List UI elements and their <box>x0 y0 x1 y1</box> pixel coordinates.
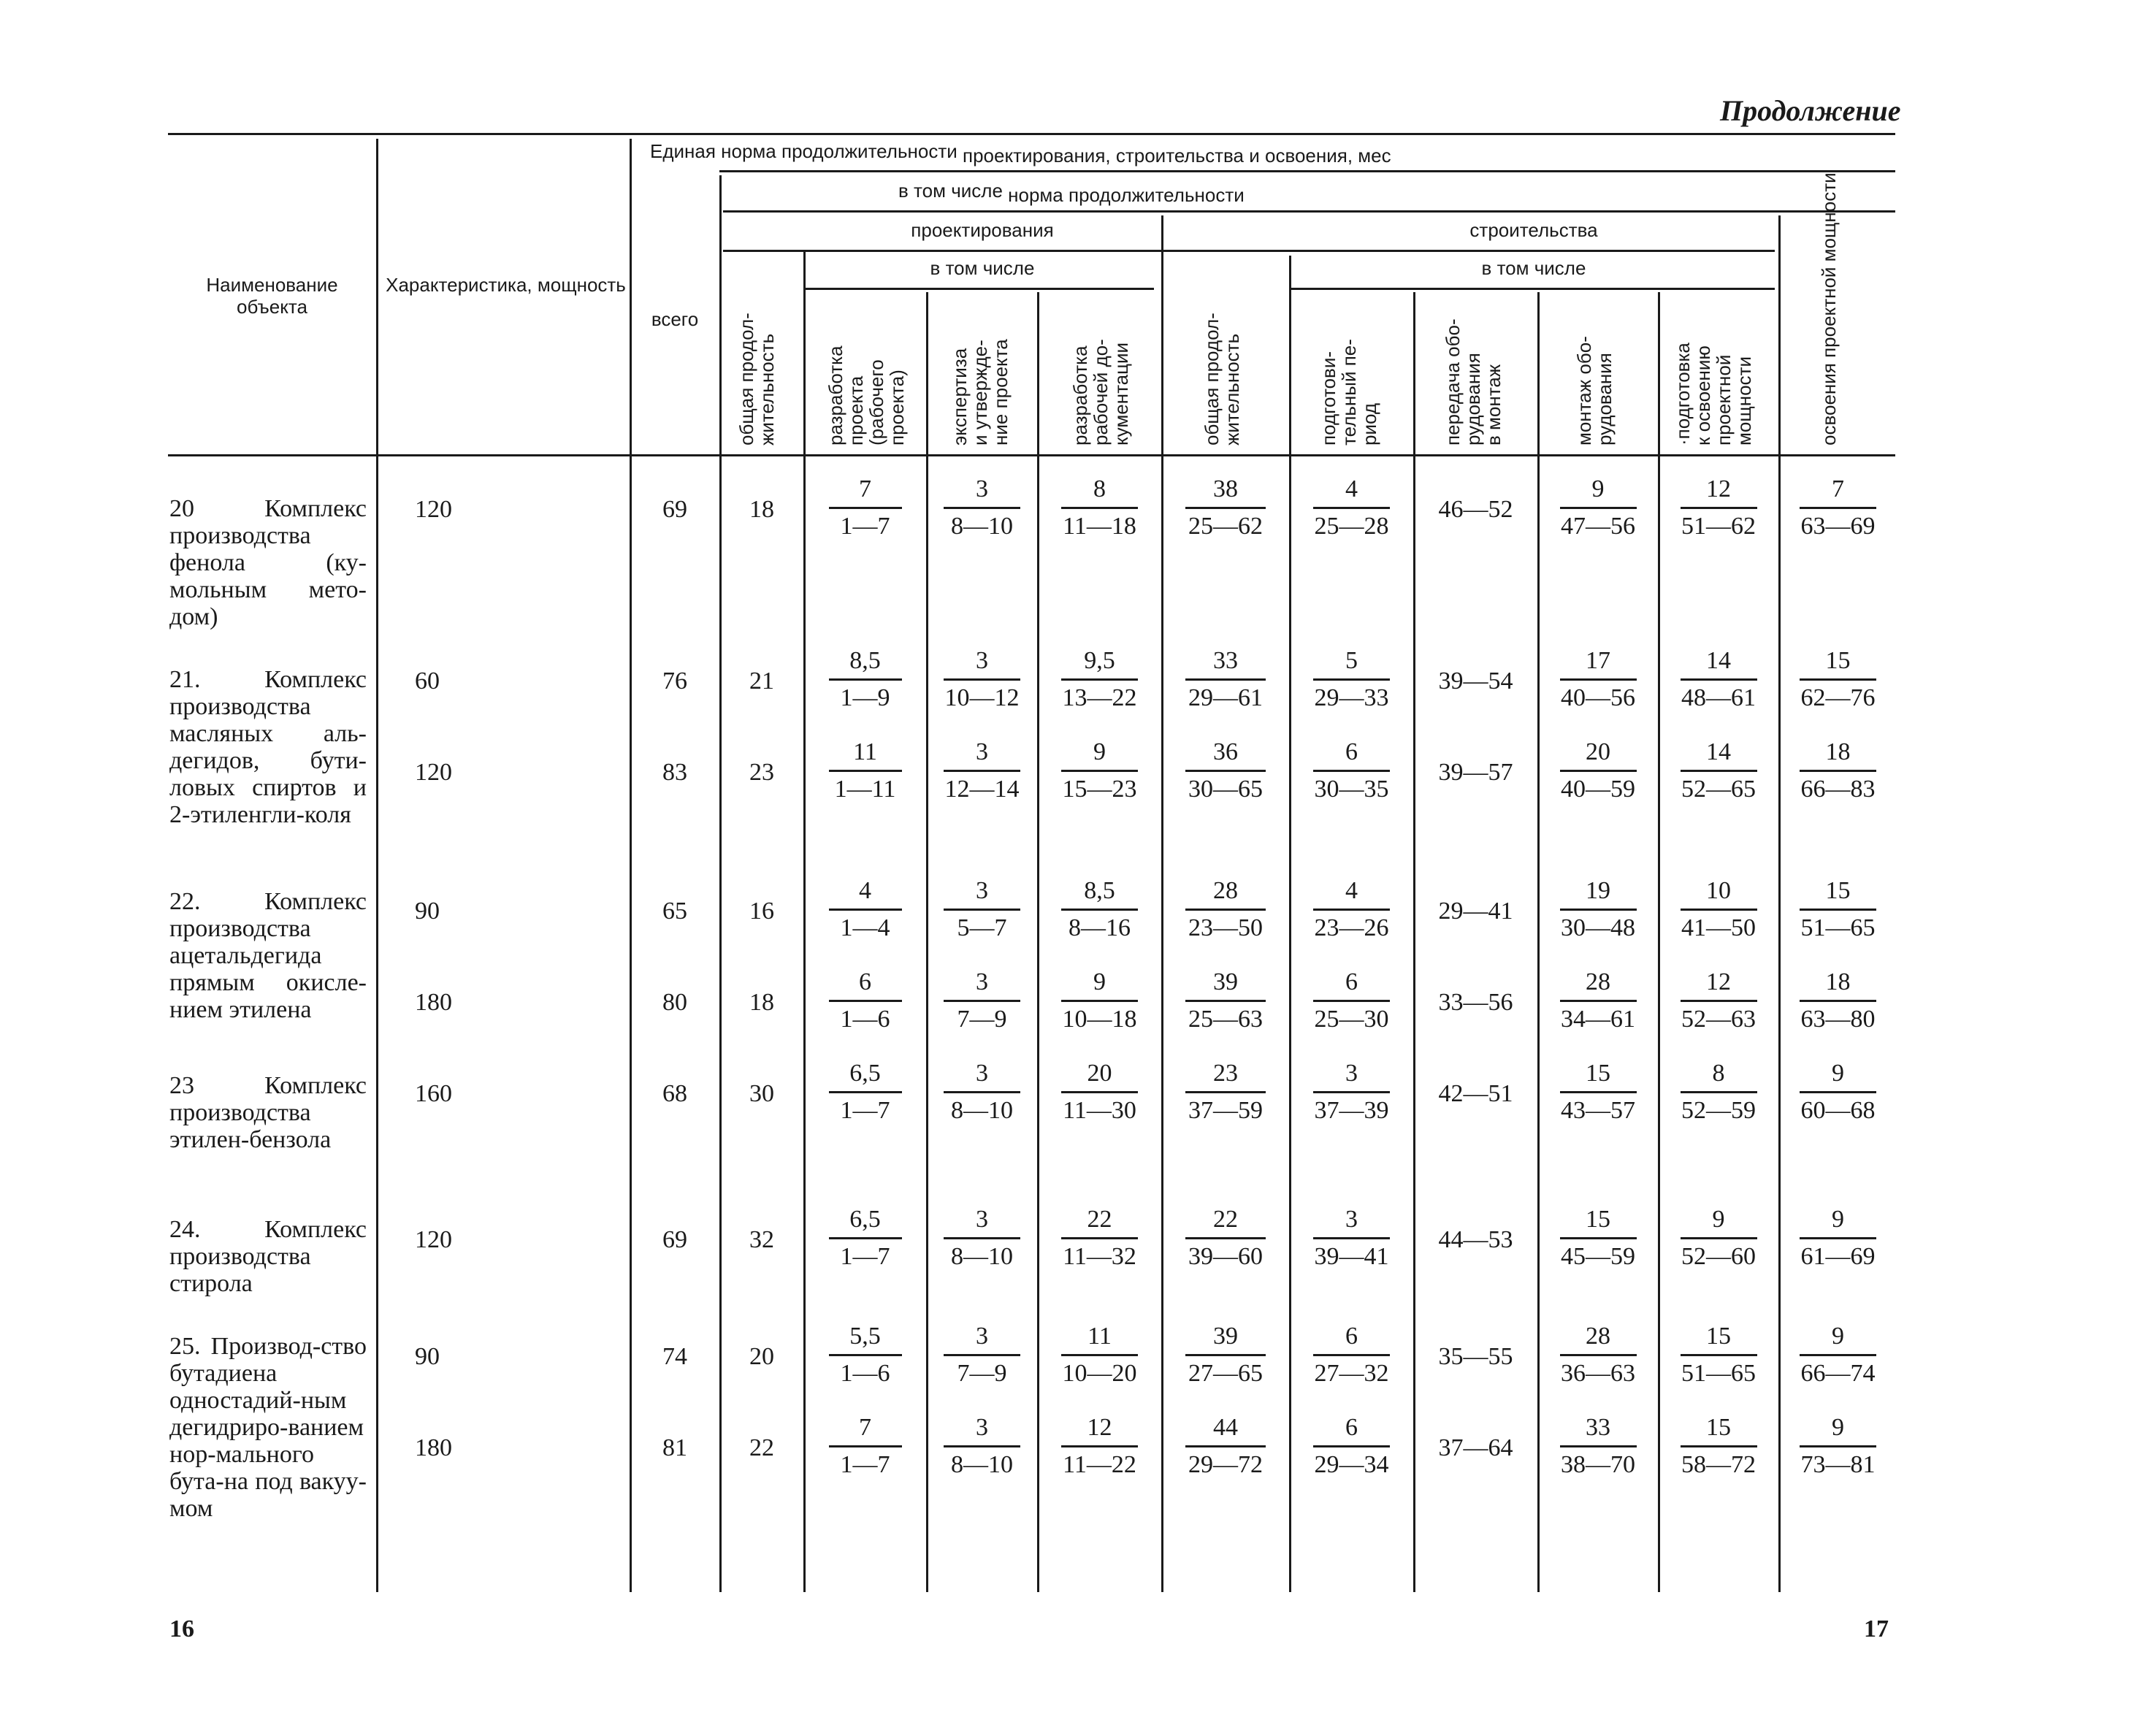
fraction-period: 52—60 <box>1681 1243 1756 1270</box>
fraction-period: 25—62 <box>1188 513 1263 540</box>
fraction-duration: 44 <box>1185 1413 1266 1447</box>
fraction-duration: 3 <box>1313 1059 1390 1093</box>
cell-total: 69 <box>662 496 687 523</box>
header-mastering: освоения проектной мощности <box>1818 172 1840 445</box>
cell-c-install <box>1540 738 1656 804</box>
fraction-period: 5—7 <box>957 914 1007 941</box>
fraction-duration: 3 <box>944 738 1020 772</box>
fraction-period: 66—74 <box>1800 1360 1876 1387</box>
cell-d-work <box>1039 1413 1160 1480</box>
cell-d-total: 21 <box>749 668 774 695</box>
cell-c-install <box>1540 968 1656 1034</box>
fraction-period: 60—68 <box>1800 1097 1876 1124</box>
fraction-duration: 15 <box>1800 646 1876 681</box>
fraction-period: 63—80 <box>1800 1006 1876 1033</box>
fraction-duration: 7 <box>829 475 902 509</box>
cell-c-prep <box>1291 1413 1412 1480</box>
fraction-duration: 7 <box>829 1413 902 1447</box>
cell-c-ready <box>1660 646 1777 713</box>
cell-c-install <box>1540 1322 1656 1388</box>
fraction-duration: 3 <box>944 1322 1020 1356</box>
cell-c-install <box>1540 1059 1656 1125</box>
fraction-period: 12—14 <box>944 776 1020 803</box>
fraction-period: 40—56 <box>1561 684 1635 711</box>
cell-c-total <box>1163 475 1288 541</box>
fraction-period: 1—7 <box>840 513 890 540</box>
cell-c-ready <box>1660 1059 1777 1125</box>
fraction-duration: 20 <box>1560 738 1637 772</box>
fraction-duration: 12 <box>1681 968 1757 1002</box>
cell-d-dev <box>806 1059 925 1125</box>
header-design-working-docs: разработка рабочей до- кументации <box>1069 339 1132 445</box>
fraction-duration: 11 <box>829 738 902 772</box>
cell-mast <box>1781 1205 1895 1271</box>
cell-c-prep <box>1291 1205 1412 1271</box>
header-construction-installation: монтаж обо- рудования <box>1573 336 1616 445</box>
cell-total: 69 <box>662 1226 687 1253</box>
header-construction: строительства <box>1469 219 1598 241</box>
cell-c-total <box>1163 646 1288 713</box>
cell-total: 83 <box>662 759 687 786</box>
cell-c-install <box>1540 876 1656 943</box>
fraction-duration: 12 <box>1061 1413 1138 1447</box>
fraction-duration: 9,5 <box>1061 646 1138 681</box>
fraction-duration: 6 <box>1313 738 1390 772</box>
fraction-period: 1—7 <box>840 1097 890 1124</box>
cell-total: 68 <box>662 1080 687 1107</box>
fraction-period: 29—72 <box>1188 1451 1263 1478</box>
cell-d-exp <box>928 1059 1036 1125</box>
fraction-duration: 12 <box>1681 475 1757 509</box>
fraction-duration: 3 <box>944 475 1020 509</box>
cell-mast <box>1781 1322 1895 1388</box>
cell-d-total: 32 <box>749 1226 774 1253</box>
object-name-23: 23 Комплекс производства этилен-бензола <box>169 1072 367 1153</box>
fraction-duration: 9 <box>1061 738 1138 772</box>
fraction-period: 66—83 <box>1800 776 1876 803</box>
fraction-duration: 8 <box>1061 475 1138 509</box>
fraction-period: 30—48 <box>1561 914 1635 941</box>
fraction-period: 25—63 <box>1188 1006 1263 1033</box>
cell-d-dev <box>806 475 925 541</box>
cell-d-total: 30 <box>749 1080 774 1107</box>
cell-d-total: 18 <box>749 989 774 1016</box>
fraction-duration: 18 <box>1800 968 1876 1002</box>
page-number-right: 17 <box>1864 1615 1889 1642</box>
fraction-duration: 3 <box>944 968 1020 1002</box>
cell-d-dev <box>806 1413 925 1480</box>
fraction-period: 37—39 <box>1314 1097 1389 1124</box>
cell-mast <box>1781 968 1895 1034</box>
cell-c-prep <box>1291 968 1412 1034</box>
fraction-duration: 6 <box>1313 1322 1390 1356</box>
fraction-duration: 28 <box>1185 876 1266 911</box>
fraction-duration: 15 <box>1681 1413 1757 1447</box>
fraction-period: 61—69 <box>1800 1243 1876 1270</box>
header-construction-total: общая продол- жительность <box>1201 313 1243 445</box>
header-including-norm: в том числе норма продолжительности <box>898 180 1245 206</box>
cell-d-work <box>1039 738 1160 804</box>
fraction-duration: 3 <box>1313 1205 1390 1239</box>
fraction-duration: 6,5 <box>829 1205 902 1239</box>
fraction-duration: 3 <box>944 876 1020 911</box>
fraction-duration: 8,5 <box>829 646 902 681</box>
cell-c-transfer: 44—53 <box>1438 1226 1513 1253</box>
fraction-period: 43—57 <box>1561 1097 1635 1124</box>
fraction-duration: 8 <box>1681 1059 1757 1093</box>
cell-c-ready <box>1660 1413 1777 1480</box>
fraction-duration: 3 <box>944 1413 1020 1447</box>
fraction-period: 37—59 <box>1188 1097 1263 1124</box>
cell-d-exp <box>928 1413 1036 1480</box>
fraction-duration: 9 <box>1800 1059 1876 1093</box>
fraction-duration: 36 <box>1185 738 1266 772</box>
object-name-22: 22. Комплекс производства ацетальдегида прямым окисле-нием этилена <box>169 888 367 1023</box>
fraction-duration: 6 <box>1313 968 1390 1002</box>
fraction-duration: 14 <box>1681 738 1757 772</box>
cell-c-transfer: 46—52 <box>1438 496 1513 523</box>
fraction-period: 8—10 <box>951 1451 1013 1478</box>
cell-d-dev <box>806 646 925 713</box>
cell-c-prep <box>1291 1059 1412 1125</box>
cell-d-dev <box>806 876 925 943</box>
cell-d-work <box>1039 475 1160 541</box>
cell-total: 65 <box>662 898 687 925</box>
fraction-duration: 28 <box>1560 968 1637 1002</box>
fraction-duration: 9 <box>1800 1413 1876 1447</box>
fraction-period: 51—62 <box>1681 513 1756 540</box>
cell-d-dev <box>806 738 925 804</box>
cell-c-prep <box>1291 646 1412 713</box>
fraction-duration: 11 <box>1061 1322 1138 1356</box>
cell-d-exp <box>928 1322 1036 1388</box>
cell-d-exp <box>928 646 1036 713</box>
cell-c-transfer: 42—51 <box>1438 1080 1513 1107</box>
fraction-duration: 9 <box>1800 1322 1876 1356</box>
fraction-duration: 8,5 <box>1061 876 1138 911</box>
cell-c-ready <box>1660 968 1777 1034</box>
header-total: всего <box>651 308 699 330</box>
fraction-period: 38—70 <box>1561 1451 1635 1478</box>
cell-c-install <box>1540 1205 1656 1271</box>
cell-d-dev <box>806 1205 925 1271</box>
cell-c-install <box>1540 1413 1656 1480</box>
cell-d-total: 22 <box>749 1434 774 1461</box>
fraction-duration: 28 <box>1560 1322 1637 1356</box>
header-unified-norm: Единая норма продолжительности проектирования, строительства и освоения, мес <box>650 140 1391 167</box>
fraction-period: 29—34 <box>1314 1451 1389 1478</box>
fraction-period: 10—20 <box>1062 1360 1137 1387</box>
cell-c-total <box>1163 738 1288 804</box>
cell-d-dev <box>806 968 925 1034</box>
cell-d-work <box>1039 1205 1160 1271</box>
fraction-period: 45—59 <box>1561 1243 1635 1270</box>
cell-d-exp <box>928 876 1036 943</box>
object-name-21: 21. Комплекс производства масляных аль-дегидов, бути-ловых спиртов и 2-этиленгли-коля <box>169 666 367 828</box>
fraction-period: 73—81 <box>1800 1451 1876 1478</box>
cell-mast <box>1781 1059 1895 1125</box>
cell-d-total: 20 <box>749 1343 774 1370</box>
cell-cap: 160 <box>415 1080 452 1107</box>
cell-mast <box>1781 876 1895 943</box>
fraction-period: 1—6 <box>840 1006 890 1033</box>
object-name-25: 25. Производ-ство бутадиена одностадий-ным дегидриро-ванием нор-мального бута-на под вакуу-мом <box>169 1333 367 1522</box>
header-name: Наименование объекта <box>206 274 338 318</box>
fraction-duration: 9 <box>1061 968 1138 1002</box>
page-header: Продолжение <box>1720 94 1901 127</box>
fraction-period: 63—69 <box>1800 513 1876 540</box>
cell-d-dev <box>806 1322 925 1388</box>
fraction-duration: 7 <box>1800 475 1876 509</box>
cell-total: 81 <box>662 1434 687 1461</box>
fraction-period: 23—50 <box>1188 914 1263 941</box>
cell-c-total <box>1163 876 1288 943</box>
cell-d-total: 16 <box>749 898 774 925</box>
fraction-period: 30—35 <box>1314 776 1389 803</box>
fraction-duration: 5,5 <box>829 1322 902 1356</box>
fraction-duration: 14 <box>1681 646 1757 681</box>
header-design-total: общая продол- жительность <box>735 313 778 445</box>
cell-d-work <box>1039 646 1160 713</box>
fraction-period: 29—33 <box>1314 684 1389 711</box>
fraction-duration: 18 <box>1800 738 1876 772</box>
cell-total: 76 <box>662 668 687 695</box>
fraction-duration: 19 <box>1560 876 1637 911</box>
cell-cap: 180 <box>415 989 452 1016</box>
fraction-period: 10—18 <box>1062 1006 1137 1033</box>
cell-c-total <box>1163 968 1288 1034</box>
cell-c-total <box>1163 1059 1288 1125</box>
fraction-period: 7—9 <box>957 1006 1007 1033</box>
cell-c-prep <box>1291 1322 1412 1388</box>
cell-total: 74 <box>662 1343 687 1370</box>
fraction-duration: 15 <box>1560 1205 1637 1239</box>
cell-c-total <box>1163 1413 1288 1480</box>
fraction-duration: 39 <box>1185 968 1266 1002</box>
header-design-including: в том числе <box>930 257 1035 279</box>
fraction-period: 52—63 <box>1681 1006 1756 1033</box>
fraction-period: 58—72 <box>1681 1451 1756 1478</box>
fraction-period: 1—6 <box>840 1360 890 1387</box>
cell-mast <box>1781 475 1895 541</box>
fraction-duration: 5 <box>1313 646 1390 681</box>
fraction-period: 27—65 <box>1188 1360 1263 1387</box>
fraction-period: 39—41 <box>1314 1243 1389 1270</box>
cell-cap: 120 <box>415 759 452 786</box>
cell-c-total <box>1163 1205 1288 1271</box>
cell-d-exp <box>928 475 1036 541</box>
fraction-period: 62—76 <box>1800 684 1876 711</box>
fraction-duration: 39 <box>1185 1322 1266 1356</box>
fraction-period: 1—11 <box>834 776 896 803</box>
object-name-20: 20 Комплекс производства фенола (ку-мольным мето-дом) <box>169 495 367 630</box>
fraction-duration: 15 <box>1560 1059 1637 1093</box>
header-characteristic: Характеристика, мощность <box>386 274 626 296</box>
fraction-period: 27—32 <box>1314 1360 1389 1387</box>
cell-d-total: 18 <box>749 496 774 523</box>
fraction-period: 51—65 <box>1800 914 1876 941</box>
fraction-period: 52—59 <box>1681 1097 1756 1124</box>
fraction-duration: 4 <box>1313 475 1390 509</box>
fraction-duration: 20 <box>1061 1059 1138 1093</box>
cell-cap: 180 <box>415 1434 452 1461</box>
cell-cap: 60 <box>415 668 440 695</box>
cell-d-total: 23 <box>749 759 774 786</box>
fraction-duration: 38 <box>1185 475 1266 509</box>
cell-d-exp <box>928 968 1036 1034</box>
page-number-left: 16 <box>169 1615 194 1642</box>
cell-d-exp <box>928 738 1036 804</box>
cell-c-transfer: 37—64 <box>1438 1434 1513 1461</box>
header-design-expertise: экспертиза и утвержде- ние проекта <box>949 339 1012 445</box>
cell-c-prep <box>1291 738 1412 804</box>
cell-cap: 120 <box>415 1226 452 1253</box>
fraction-duration: 3 <box>944 1059 1020 1093</box>
fraction-period: 47—56 <box>1561 513 1635 540</box>
fraction-duration: 15 <box>1800 876 1876 911</box>
fraction-duration: 3 <box>944 646 1020 681</box>
fraction-duration: 22 <box>1061 1205 1138 1239</box>
fraction-period: 8—16 <box>1069 914 1131 941</box>
fraction-period: 34—61 <box>1561 1006 1635 1033</box>
fraction-period: 11—30 <box>1063 1097 1136 1124</box>
cell-c-transfer: 35—55 <box>1438 1343 1513 1370</box>
fraction-duration: 6,5 <box>829 1059 902 1093</box>
cell-c-ready <box>1660 1322 1777 1388</box>
cell-cap: 120 <box>415 496 452 523</box>
cell-mast <box>1781 1413 1895 1480</box>
cell-c-transfer: 39—57 <box>1438 759 1513 786</box>
fraction-period: 29—61 <box>1188 684 1263 711</box>
fraction-period: 11—22 <box>1063 1451 1136 1478</box>
fraction-duration: 23 <box>1185 1059 1266 1093</box>
cell-total: 80 <box>662 989 687 1016</box>
fraction-period: 8—10 <box>951 1243 1013 1270</box>
fraction-period: 51—65 <box>1681 1360 1756 1387</box>
cell-cap: 90 <box>415 898 440 925</box>
fraction-period: 1—7 <box>840 1451 890 1478</box>
fraction-duration: 9 <box>1800 1205 1876 1239</box>
fraction-period: 11—18 <box>1063 513 1136 540</box>
fraction-period: 1—7 <box>840 1243 890 1270</box>
fraction-duration: 17 <box>1560 646 1637 681</box>
cell-d-exp <box>928 1205 1036 1271</box>
header-design-development: разработка проекта (рабочего проекта) <box>825 345 908 445</box>
fraction-period: 8—10 <box>951 513 1013 540</box>
fraction-period: 8—10 <box>951 1097 1013 1124</box>
cell-mast <box>1781 738 1895 804</box>
header-construction-including: в том числе <box>1481 257 1586 279</box>
fraction-duration: 22 <box>1185 1205 1266 1239</box>
fraction-period: 23—26 <box>1314 914 1389 941</box>
fraction-duration: 33 <box>1185 646 1266 681</box>
fraction-period: 52—65 <box>1681 776 1756 803</box>
fraction-period: 15—23 <box>1062 776 1137 803</box>
cell-c-install <box>1540 475 1656 541</box>
fraction-duration: 15 <box>1681 1322 1757 1356</box>
fraction-period: 30—65 <box>1188 776 1263 803</box>
fraction-period: 1—4 <box>840 914 890 941</box>
cell-c-transfer: 39—54 <box>1438 668 1513 695</box>
cell-c-ready <box>1660 738 1777 804</box>
fraction-period: 11—32 <box>1063 1243 1136 1270</box>
cell-d-work <box>1039 876 1160 943</box>
header-design: проектирования <box>911 219 1054 241</box>
fraction-period: 25—28 <box>1314 513 1389 540</box>
fraction-duration: 6 <box>829 968 902 1002</box>
cell-c-ready <box>1660 876 1777 943</box>
fraction-duration: 9 <box>1560 475 1637 509</box>
fraction-period: 1—9 <box>840 684 890 711</box>
cell-mast <box>1781 646 1895 713</box>
fraction-duration: 10 <box>1681 876 1757 911</box>
cell-d-work <box>1039 1059 1160 1125</box>
cell-c-install <box>1540 646 1656 713</box>
fraction-duration: 6 <box>1313 1413 1390 1447</box>
fraction-period: 7—9 <box>957 1360 1007 1387</box>
cell-cap: 90 <box>415 1343 440 1370</box>
fraction-duration: 3 <box>944 1205 1020 1239</box>
cell-c-transfer: 29—41 <box>1438 898 1513 925</box>
cell-c-ready <box>1660 1205 1777 1271</box>
fraction-period: 41—50 <box>1681 914 1756 941</box>
fraction-period: 36—63 <box>1561 1360 1635 1387</box>
header-construction-transfer: передача обо- рудования в монтаж <box>1442 318 1505 445</box>
fraction-period: 25—30 <box>1314 1006 1389 1033</box>
fraction-period: 13—22 <box>1062 684 1137 711</box>
fraction-period: 39—60 <box>1188 1243 1263 1270</box>
fraction-duration: 33 <box>1560 1413 1637 1447</box>
fraction-duration: 4 <box>829 876 902 911</box>
fraction-period: 48—61 <box>1681 684 1756 711</box>
fraction-period: 40—59 <box>1561 776 1635 803</box>
header-construction-readiness: ·подготовка к освоению проектной мощности <box>1672 343 1755 445</box>
cell-c-prep <box>1291 475 1412 541</box>
header-construction-preparatory: подготови- тельный пе- риод <box>1318 339 1380 445</box>
cell-c-ready <box>1660 475 1777 541</box>
cell-d-work <box>1039 1322 1160 1388</box>
object-name-24: 24. Комплекс производства стирола <box>169 1216 367 1297</box>
cell-c-total <box>1163 1322 1288 1388</box>
fraction-duration: 4 <box>1313 876 1390 911</box>
cell-c-prep <box>1291 876 1412 943</box>
cell-d-work <box>1039 968 1160 1034</box>
fraction-period: 10—12 <box>944 684 1020 711</box>
cell-c-transfer: 33—56 <box>1438 989 1513 1016</box>
fraction-duration: 9 <box>1681 1205 1757 1239</box>
